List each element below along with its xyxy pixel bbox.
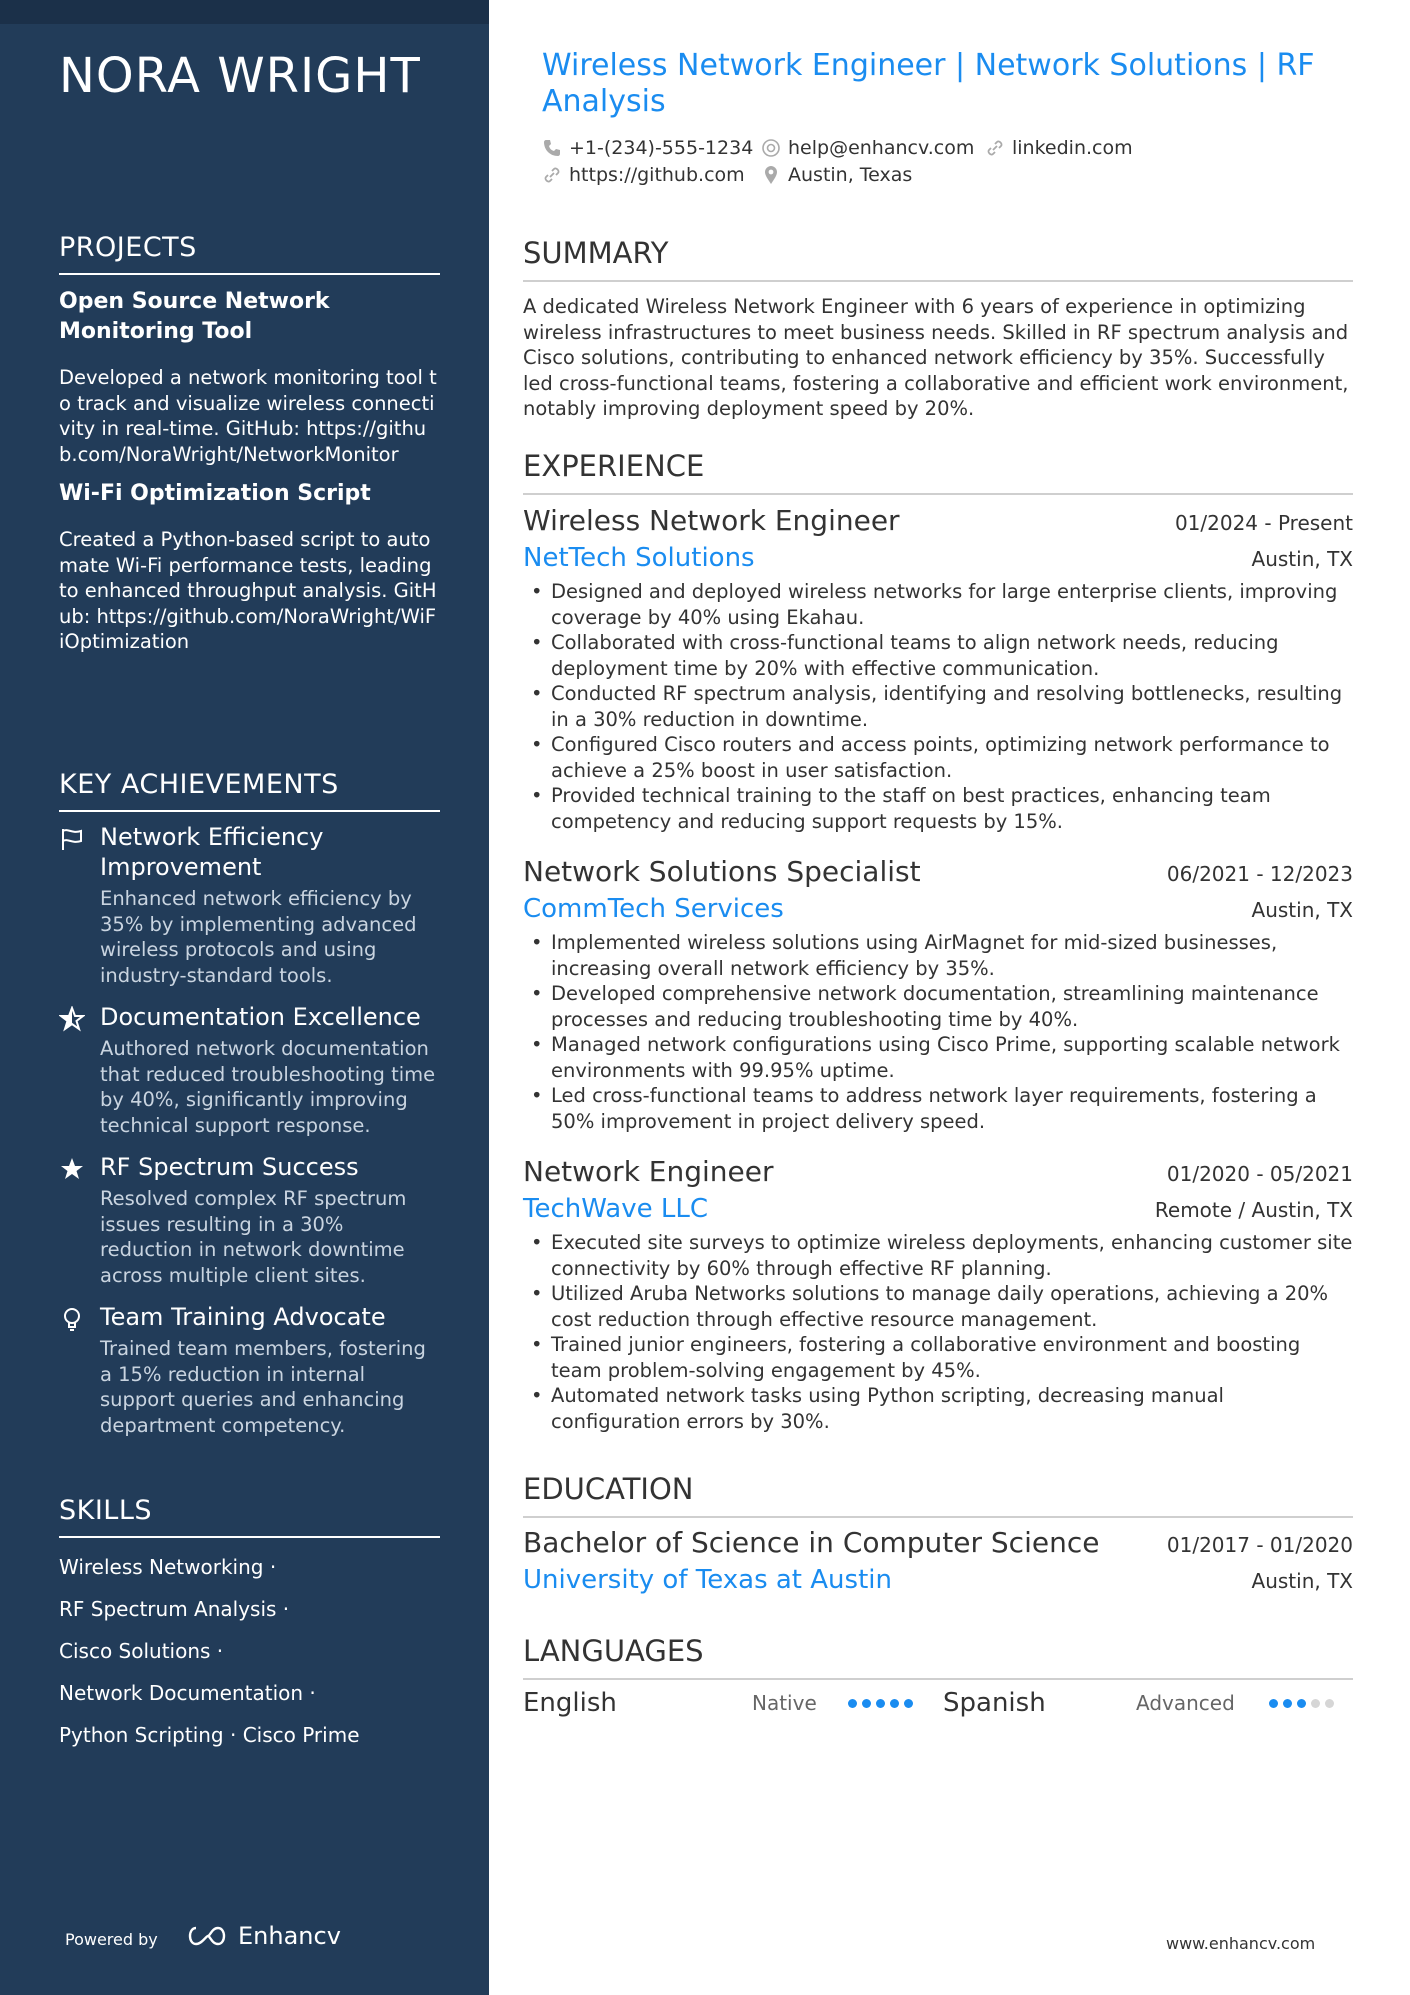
project-title: Wi-Fi Optimization Script — [59, 481, 371, 506]
lightbulb-icon — [59, 1306, 85, 1332]
skill-item: Cisco Solutions · — [59, 1639, 224, 1663]
education-location: Austin, TX — [1251, 1569, 1353, 1593]
website-link[interactable]: www.enhancv.com — [1166, 1934, 1316, 1953]
contact-email[interactable] — [761, 137, 974, 159]
skill-item: RF Spectrum Analysis · — [59, 1597, 290, 1621]
achievement-item — [59, 1002, 440, 1138]
job-bullets — [523, 579, 1353, 834]
skills-section — [59, 1495, 440, 1748]
rating-dot-filled — [1283, 1699, 1292, 1708]
job-entry — [523, 1155, 1353, 1434]
phone-icon — [542, 138, 562, 158]
education-date: 01/2017 - 01/2020 — [1166, 1533, 1353, 1557]
job-bullet: • Provided technical training to the staff on best practices, enhancing team competency and reducing support requests by 15%. — [523, 783, 1353, 834]
rating-dot-filled — [848, 1699, 857, 1708]
job-bullet: • Designed and deployed wireless networks for large enterprise clients, improving coverage by 40% using Ekahau. — [523, 579, 1353, 630]
brand-name: Enhancv — [238, 1922, 341, 1950]
skill-item: Wireless Networking · — [59, 1555, 277, 1579]
achievement-title: Documentation Excellence — [100, 1003, 421, 1031]
skills-heading: SKILLS — [59, 1495, 440, 1538]
at-icon — [761, 138, 781, 158]
language-rating — [848, 1699, 913, 1708]
job-bullet: • Configured Cisco routers and access points, optimizing network performance to achieve a 25% boost in user satisfaction. — [523, 732, 1353, 783]
job-bullet: • Collaborated with cross-functional teams to align network needs, reducing deployment time by 20% with effective communication. — [523, 630, 1353, 681]
link-icon — [542, 165, 562, 185]
github-text: https://github.com — [569, 164, 745, 186]
job-entry — [523, 504, 1353, 834]
job-company: TechWave LLC — [523, 1194, 708, 1224]
contact-linkedin[interactable] — [985, 137, 1133, 159]
rating-dot-filled — [1297, 1699, 1306, 1708]
contact-phone[interactable] — [542, 137, 753, 159]
location-text: Austin, Texas — [788, 164, 913, 186]
link-icon — [985, 138, 1005, 158]
job-bullet: • Implemented wireless solutions using AirMagnet for mid-sized businesses, increasing overall network efficiency by 35%. — [523, 930, 1353, 981]
linkedin-text: linkedin.com — [1012, 137, 1133, 159]
degree-title: Bachelor of Science in Computer Science — [523, 1526, 1100, 1559]
project-title: Open Source Network Monitoring Tool — [59, 289, 330, 344]
headline: Wireless Network Engineer | Network Solutions | RF Analysis — [542, 48, 1315, 119]
achievement-item — [59, 822, 440, 988]
education-heading: EDUCATION — [523, 1472, 1353, 1518]
achievement-title: Network Efficiency Improvement — [100, 823, 324, 881]
infinity-logo-icon — [184, 1923, 230, 1949]
achievement-description: Enhanced network efficiency by 35% by implementing advanced wireless protocols and using industry-standard tools. — [100, 887, 417, 987]
language-name: English — [523, 1688, 617, 1718]
project-description: Created a Python-based script to automate Wi-Fi performance tests, leading to enhanced throughput analysis. GitHub: https://github.com/NoraWright/WiFiOptimization — [59, 528, 437, 653]
job-bullet: • Conducted RF spectrum analysis, identifying and resolving bottlenecks, resulting in a 30% reduction in downtime. — [523, 681, 1353, 732]
project-item — [59, 479, 440, 655]
language-item — [523, 1688, 943, 1718]
contact-github[interactable] — [542, 164, 745, 186]
achievements-heading: KEY ACHIEVEMENTS — [59, 769, 440, 812]
job-bullet: • Managed network configurations using Cisco Prime, supporting scalable network environments with 99.95% uptime. — [523, 1032, 1353, 1083]
language-rating — [1269, 1699, 1334, 1708]
job-bullet: • Trained junior engineers, fostering a collaborative environment and boosting team problem-solving engagement by 45%. — [523, 1332, 1353, 1383]
contact-location — [761, 164, 912, 186]
phone-text: +1-(234)-555-1234 — [569, 137, 754, 159]
flag-icon — [59, 826, 85, 852]
job-title: Wireless Network Engineer — [523, 504, 900, 537]
job-date: 01/2024 - Present — [1174, 511, 1353, 535]
skill-item: Python Scripting · Cisco Prime — [59, 1723, 360, 1747]
powered-by-label: Powered by — [65, 1930, 158, 1949]
job-bullet: • Led cross-functional teams to address network layer requirements, fostering a 50% improvement in project delivery speed. — [523, 1083, 1353, 1134]
brand-logo[interactable] — [184, 1922, 341, 1950]
achievements-section — [59, 769, 440, 1438]
sidebar — [0, 0, 489, 1995]
job-company: CommTech Services — [523, 894, 784, 924]
language-name: Spanish — [943, 1688, 1046, 1718]
job-bullet: • Utilized Aruba Networks solutions to manage daily operations, achieving a 20% cost reduction through effective resource management. — [523, 1281, 1353, 1332]
rating-dot-filled — [1269, 1699, 1278, 1708]
rating-dot-filled — [876, 1699, 885, 1708]
star-icon — [59, 1156, 85, 1182]
star-outline-icon — [59, 1006, 85, 1032]
projects-heading: PROJECTS — [59, 232, 440, 275]
achievement-description: Trained team members, fostering a 15% reduction in internal support queries and enhancing department competency. — [100, 1337, 426, 1437]
rating-dot-filled — [890, 1699, 899, 1708]
rating-dot-filled — [904, 1699, 913, 1708]
achievement-item — [59, 1152, 440, 1288]
job-date: 06/2021 - 12/2023 — [1166, 862, 1353, 886]
language-level: Native — [752, 1691, 817, 1715]
project-description: Developed a network monitoring tool to track and visualize wireless connectivity in real-time. GitHub: https://github.com/NoraWright/NetworkMonitor — [59, 366, 437, 466]
job-date: 01/2020 - 05/2021 — [1166, 1162, 1353, 1186]
job-bullet: • Executed site surveys to optimize wireless deployments, enhancing customer site connectivity by 60% through effective RF planning. — [523, 1230, 1353, 1281]
job-location: Remote / Austin, TX — [1154, 1198, 1353, 1222]
languages-list — [523, 1688, 1353, 1718]
skill-item: Network Documentation · — [59, 1681, 316, 1705]
achievement-item — [59, 1302, 440, 1438]
job-bullets — [523, 1230, 1353, 1434]
languages-heading: LANGUAGES — [523, 1634, 1353, 1680]
rating-dot-empty — [1311, 1699, 1320, 1708]
rating-dot-filled — [862, 1699, 871, 1708]
job-bullets — [523, 930, 1353, 1134]
job-bullet: • Automated network tasks using Python scripting, decreasing manual configuration errors by 30%. — [523, 1383, 1353, 1434]
summary-text: A dedicated Wireless Network Engineer with 6 years of experience in optimizing wireless infrastructures to meet business needs. Skilled in RF spectrum analysis and Cisco solutions, contributing to enhanced network efficiency by 35%. Successfully led cross-functional teams, fostering a collaborative and efficient work environment, notably improving deployment speed by 20%. — [523, 295, 1349, 420]
job-company: NetTech Solutions — [523, 543, 755, 573]
job-location: Austin, TX — [1251, 547, 1353, 571]
sidebar-top-strip — [0, 0, 489, 24]
achievement-description: Authored network documentation that reduced troubleshooting time by 40%, significantly improving technical support response. — [100, 1037, 436, 1137]
candidate-name: NORA WRIGHT — [59, 48, 421, 104]
experience-heading: EXPERIENCE — [523, 449, 1353, 495]
email-text: help@enhancv.com — [788, 137, 975, 159]
language-level: Advanced — [1136, 1691, 1235, 1715]
project-item — [59, 287, 440, 467]
location-pin-icon — [761, 165, 781, 185]
language-item — [943, 1688, 1353, 1718]
job-title: Network Engineer — [523, 1155, 774, 1188]
projects-section — [59, 232, 440, 655]
job-title: Network Solutions Specialist — [523, 855, 921, 888]
achievement-title: Team Training Advocate — [100, 1303, 386, 1331]
school-name: University of Texas at Austin — [523, 1565, 892, 1595]
education-entry — [523, 1526, 1353, 1595]
job-bullet: • Developed comprehensive network documentation, streamlining maintenance processes and reducing troubleshooting time by 40%. — [523, 981, 1353, 1032]
summary-heading: SUMMARY — [523, 236, 1353, 282]
achievement-title: RF Spectrum Success — [100, 1153, 359, 1181]
job-entry — [523, 855, 1353, 1134]
achievement-description: Resolved complex RF spectrum issues resulting in a 30% reduction in network downtime across multiple client sites. — [100, 1187, 407, 1287]
rating-dot-empty — [1325, 1699, 1334, 1708]
job-location: Austin, TX — [1251, 898, 1353, 922]
